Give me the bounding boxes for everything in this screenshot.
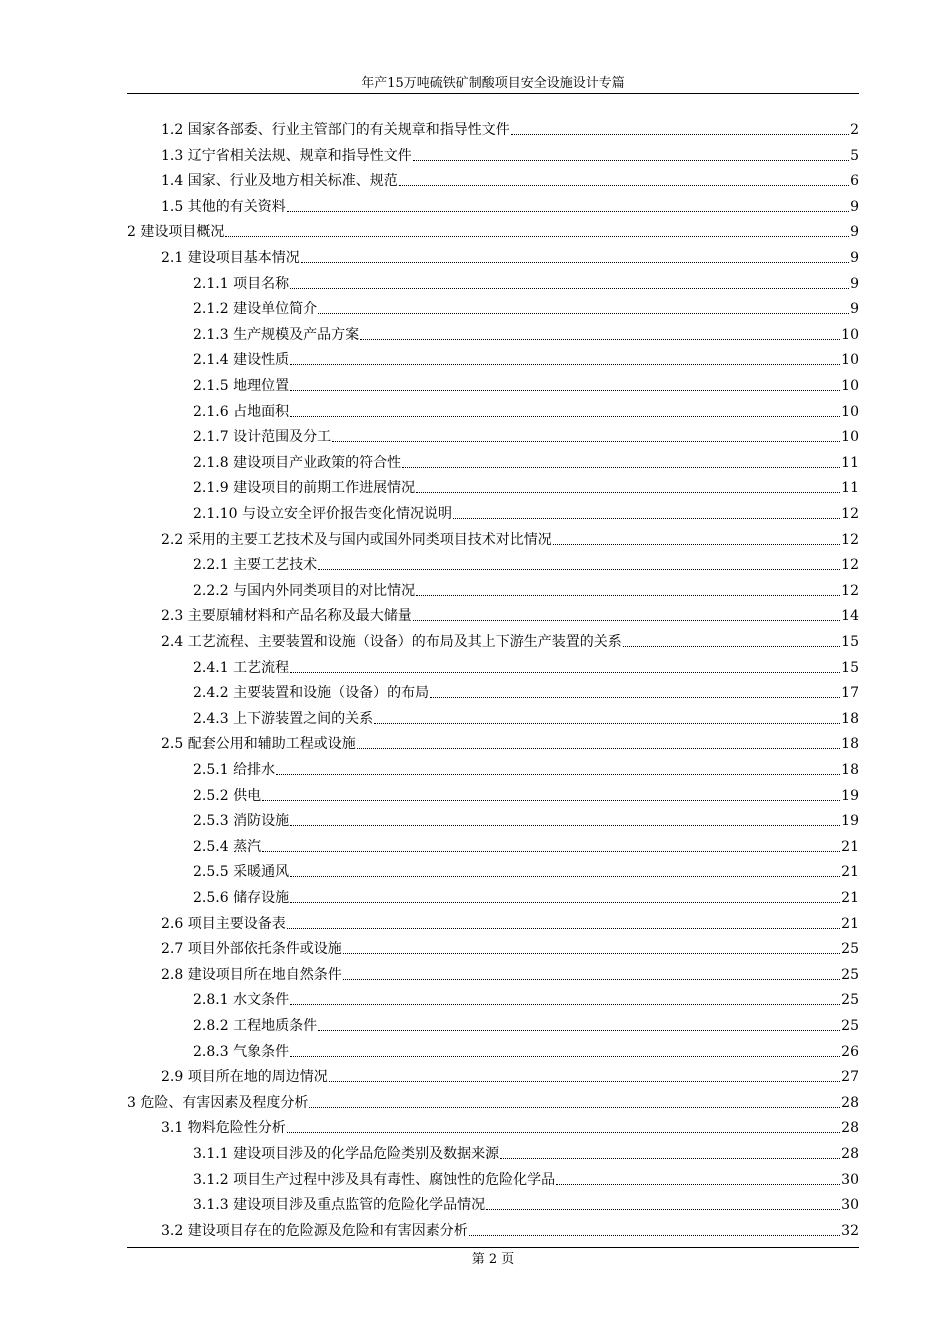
- toc-dot-leader: [343, 979, 840, 980]
- toc-entry-page: 12: [841, 531, 859, 548]
- toc-entry-page: 28: [841, 1146, 859, 1162]
- toc-dot-leader: [374, 723, 840, 724]
- toc-dot-leader: [469, 1235, 840, 1236]
- toc-entry-title: 2.1.4 建设性质: [193, 352, 290, 369]
- toc-entry-title: 2.1.8 建设项目产业政策的符合性: [193, 454, 402, 471]
- toc-dot-leader: [453, 518, 840, 519]
- toc-entry-title: 2.8 建设项目所在地自然条件: [161, 966, 342, 983]
- toc-entry-page: 18: [841, 762, 859, 778]
- toc-entry[interactable]: [193, 554, 859, 574]
- toc-entry-page: 12: [841, 506, 859, 522]
- toc-dot-leader: [290, 364, 840, 365]
- toc-entry-title: 2.6 项目主要设备表: [161, 915, 286, 932]
- toc-entry-page: 28: [841, 1094, 859, 1111]
- toc-entry[interactable]: [193, 1169, 859, 1189]
- toc-entry-page: 19: [841, 813, 859, 830]
- toc-entry[interactable]: [161, 247, 859, 267]
- toc-dot-leader: [262, 851, 840, 852]
- toc-entry-page: 21: [841, 838, 859, 855]
- toc-dot-leader: [290, 672, 840, 673]
- toc-dot-leader: [262, 800, 840, 801]
- toc-entry[interactable]: [193, 989, 859, 1009]
- toc-entry-title: 2.2 采用的主要工艺技术及与国内或国外同类项目技术对比情况: [161, 531, 552, 548]
- toc-entry[interactable]: [193, 349, 859, 369]
- toc-entry-title: 2.1 建设项目基本情况: [161, 250, 300, 266]
- toc-entry[interactable]: [161, 119, 859, 139]
- toc-entry-title: 2.5.4 蒸汽: [193, 838, 262, 855]
- toc-entry-title: 2.1.9 建设项目的前期工作进展情况: [193, 480, 416, 497]
- toc-entry[interactable]: [127, 1092, 859, 1112]
- toc-entry-title: 2.4 工艺流程、主要装置和设施（设备）的布局及其上下游生产装置的关系: [161, 634, 622, 650]
- toc-entry[interactable]: [161, 1220, 859, 1240]
- toc-entry-page: 25: [841, 1018, 859, 1034]
- toc-entry-page: 21: [841, 915, 859, 932]
- toc-entry-page: 10: [841, 352, 859, 369]
- toc-entry-title: 2.1.1 项目名称: [193, 275, 290, 292]
- toc-entry-page: 9: [850, 198, 859, 215]
- toc-dot-leader: [290, 1004, 840, 1005]
- toc-entry-title: 2.5.5 采暖通风: [193, 864, 290, 881]
- toc-entry-title: 2.7 项目外部依托条件或设施: [161, 941, 342, 958]
- page-number: 第 2 页: [471, 1252, 515, 1267]
- toc-entry[interactable]: [193, 401, 859, 421]
- toc-entry[interactable]: [161, 529, 859, 549]
- toc-entry-title: 2.2.1 主要工艺技术: [193, 557, 318, 574]
- toc-entry-title: 2.4.2 主要装置和设施（设备）的布局: [193, 685, 430, 702]
- toc-entry[interactable]: [193, 503, 859, 523]
- header-rule: [127, 93, 859, 94]
- toc-entry[interactable]: [193, 836, 859, 856]
- toc-dot-leader: [225, 236, 849, 237]
- toc-dot-leader: [511, 134, 849, 135]
- toc-dot-leader: [332, 441, 840, 442]
- toc-dot-leader: [318, 313, 849, 314]
- toc-entry-page: 5: [850, 147, 859, 164]
- toc-dot-leader: [360, 339, 840, 340]
- toc-dot-leader: [290, 390, 840, 391]
- toc-entry[interactable]: [193, 682, 859, 702]
- toc-entry-page: 30: [841, 1197, 859, 1214]
- toc-entry-title: 2.3 主要原辅材料和产品名称及最大储量: [161, 608, 412, 625]
- toc-dot-leader: [329, 1081, 840, 1082]
- toc-dot-leader: [399, 185, 849, 186]
- toc-entry-title: 2.9 项目所在地的周边情况: [161, 1069, 328, 1086]
- toc-entry-page: 10: [841, 429, 859, 446]
- toc-entry[interactable]: [161, 145, 859, 165]
- toc-dot-leader: [290, 902, 840, 903]
- toc-entry-page: 9: [850, 275, 859, 292]
- toc-entry-title: 2.1.5 地理位置: [193, 378, 290, 394]
- toc-dot-leader: [343, 953, 840, 954]
- toc-entry-title: 3.1.1 建设项目涉及的化学品危险类别及数据来源: [193, 1146, 500, 1162]
- toc-dot-leader: [301, 262, 849, 263]
- toc-dot-leader: [416, 492, 840, 493]
- toc-dot-leader: [276, 774, 840, 775]
- toc-entry[interactable]: [193, 1194, 859, 1214]
- toc-entry[interactable]: [193, 785, 859, 805]
- toc-dot-leader: [416, 595, 840, 596]
- toc-entry-title: 3 危险、有害因素及程度分析: [127, 1094, 309, 1111]
- toc-entry-page: 19: [841, 787, 859, 804]
- toc-entry-page: 17: [841, 685, 859, 702]
- toc-entry-title: 1.3 辽宁省相关法规、规章和指导性文件: [161, 147, 412, 164]
- toc-dot-leader: [500, 1158, 840, 1159]
- toc-entry[interactable]: [193, 1015, 859, 1035]
- toc-dot-leader: [290, 416, 840, 417]
- toc-dot-leader: [553, 544, 840, 545]
- toc-entry[interactable]: [193, 273, 859, 293]
- toc-entry-page: 10: [841, 378, 859, 394]
- toc-dot-leader: [486, 1209, 840, 1210]
- toc-entry-page: 9: [850, 250, 859, 266]
- toc-entry-page: 25: [841, 941, 859, 958]
- toc-dot-leader: [290, 876, 840, 877]
- toc-entry-title: 2.4.3 上下游装置之间的关系: [193, 710, 374, 727]
- toc-dot-leader: [413, 620, 840, 621]
- toc-entry-title: 2.1.7 设计范围及分工: [193, 429, 332, 446]
- toc-entry-page: 15: [841, 634, 859, 650]
- toc-entry-title: 2.4.1 工艺流程: [193, 659, 290, 676]
- toc-entry[interactable]: [161, 631, 859, 651]
- toc-entry[interactable]: [193, 861, 859, 881]
- toc-entry-page: 9: [850, 301, 859, 318]
- toc-dot-leader: [318, 569, 840, 570]
- toc-entry-title: 2.5 配套公用和辅助工程或设施: [161, 736, 356, 753]
- toc-entry-title: 2.8.3 气象条件: [193, 1043, 290, 1060]
- toc-entry[interactable]: [193, 810, 859, 830]
- toc-entry-page: 18: [841, 710, 859, 727]
- toc-entry-page: 15: [841, 659, 859, 676]
- toc-entry-title: 2.5.6 储存设施: [193, 890, 290, 906]
- toc-dot-leader: [287, 1132, 840, 1133]
- toc-entry-title: 1.2 国家各部委、行业主管部门的有关规章和指导性文件: [161, 122, 510, 138]
- toc-entry[interactable]: [193, 759, 859, 779]
- toc-entry-page: 30: [841, 1171, 859, 1188]
- toc-dot-leader: [413, 160, 849, 161]
- toc-entry[interactable]: [193, 426, 859, 446]
- toc-entry-page: 10: [841, 403, 859, 420]
- toc-entry[interactable]: [193, 887, 859, 907]
- toc-dot-leader: [430, 697, 840, 698]
- toc-entry[interactable]: [193, 657, 859, 677]
- toc-entry[interactable]: [161, 605, 859, 625]
- toc-entry[interactable]: [193, 298, 859, 318]
- toc-entry-page: 14: [841, 608, 859, 625]
- toc-dot-leader: [290, 825, 840, 826]
- page-header: 年产15万吨硫铁矿制酸项目安全设施设计专篇: [361, 76, 625, 91]
- toc-entry[interactable]: [193, 1143, 859, 1163]
- toc-entry-page: 11: [841, 480, 859, 497]
- toc-entry-title: 2.5.1 给排水: [193, 762, 276, 778]
- toc-entry-title: 2.5.3 消防设施: [193, 813, 290, 830]
- toc-entry[interactable]: [193, 1041, 859, 1061]
- toc-entry-page: 12: [841, 557, 859, 574]
- toc-entry[interactable]: [193, 452, 859, 472]
- toc-entry[interactable]: [193, 477, 859, 497]
- toc-entry-page: 32: [841, 1222, 859, 1239]
- toc-entry[interactable]: [161, 938, 859, 958]
- toc-entry-title: 2.2.2 与国内外同类项目的对比情况: [193, 582, 416, 599]
- toc-entry-page: 2: [850, 122, 859, 138]
- toc-entry-page: 28: [841, 1120, 859, 1137]
- toc-dot-leader: [290, 288, 849, 289]
- toc-dot-leader: [318, 1030, 840, 1031]
- toc-entry-title: 2.1.10 与设立安全评价报告变化情况说明: [193, 506, 452, 522]
- toc-entry[interactable]: [161, 1117, 859, 1137]
- toc-dot-leader: [287, 928, 840, 929]
- toc-entry-page: 11: [841, 454, 859, 471]
- toc-entry-page: 9: [850, 224, 859, 241]
- toc-entry-title: 3.1.3 建设项目涉及重点监管的危险化学品情况: [193, 1197, 486, 1214]
- toc-dot-leader: [357, 748, 840, 749]
- toc-entry-title: 2.5.2 供电: [193, 787, 262, 804]
- toc-entry-title: 2.8.1 水文条件: [193, 992, 290, 1009]
- toc-dot-leader: [623, 646, 840, 647]
- toc-entry-page: 6: [850, 173, 859, 190]
- toc-entry-page: 25: [841, 966, 859, 983]
- toc-entry[interactable]: [161, 913, 859, 933]
- toc-entry-title: 1.5 其他的有关资料: [161, 198, 286, 215]
- toc-entry[interactable]: [161, 170, 859, 190]
- toc-entry-page: 21: [841, 864, 859, 881]
- toc-entry[interactable]: [161, 964, 859, 984]
- toc-entry[interactable]: [161, 733, 859, 753]
- toc-entry-title: 2.8.2 工程地质条件: [193, 1018, 318, 1034]
- toc-entry-title: 2 建设项目概况: [127, 224, 225, 241]
- toc-entry[interactable]: [193, 375, 859, 395]
- toc-dot-leader: [290, 1056, 840, 1057]
- toc-entry-page: 18: [841, 736, 859, 753]
- toc-entry[interactable]: [161, 1066, 859, 1086]
- toc-entry-title: 2.1.3 生产规模及产品方案: [193, 326, 360, 343]
- toc-entry[interactable]: [193, 708, 859, 728]
- toc-entry-page: 10: [841, 326, 859, 343]
- toc-entry[interactable]: [127, 221, 859, 241]
- toc-entry-title: 2.1.6 占地面积: [193, 403, 290, 420]
- toc-entry-page: 12: [841, 582, 859, 599]
- toc-dot-leader: [287, 211, 849, 212]
- toc-dot-leader: [556, 1184, 840, 1185]
- toc-entry-title: 3.1 物料危险性分析: [161, 1120, 286, 1137]
- toc-entry-title: 3.1.2 项目生产过程中涉及具有毒性、腐蚀性的危险化学品: [193, 1171, 556, 1188]
- toc-entry-page: 21: [841, 890, 859, 906]
- toc-entry-page: 26: [841, 1043, 859, 1060]
- toc-entry-title: 3.2 建设项目存在的危险源及危险和有害因素分析: [161, 1222, 468, 1239]
- toc-entry[interactable]: [193, 324, 859, 344]
- footer-rule: [127, 1247, 859, 1248]
- toc-entry-page: 27: [841, 1069, 859, 1086]
- toc-dot-leader: [402, 467, 840, 468]
- toc-entry[interactable]: [193, 580, 859, 600]
- toc-entry-title: 2.1.2 建设单位简介: [193, 301, 318, 318]
- toc-entry-page: 25: [841, 992, 859, 1009]
- toc-dot-leader: [309, 1107, 840, 1108]
- toc-entry-title: 1.4 国家、行业及地方相关标准、规范: [161, 173, 398, 190]
- toc-entry[interactable]: [161, 196, 859, 216]
